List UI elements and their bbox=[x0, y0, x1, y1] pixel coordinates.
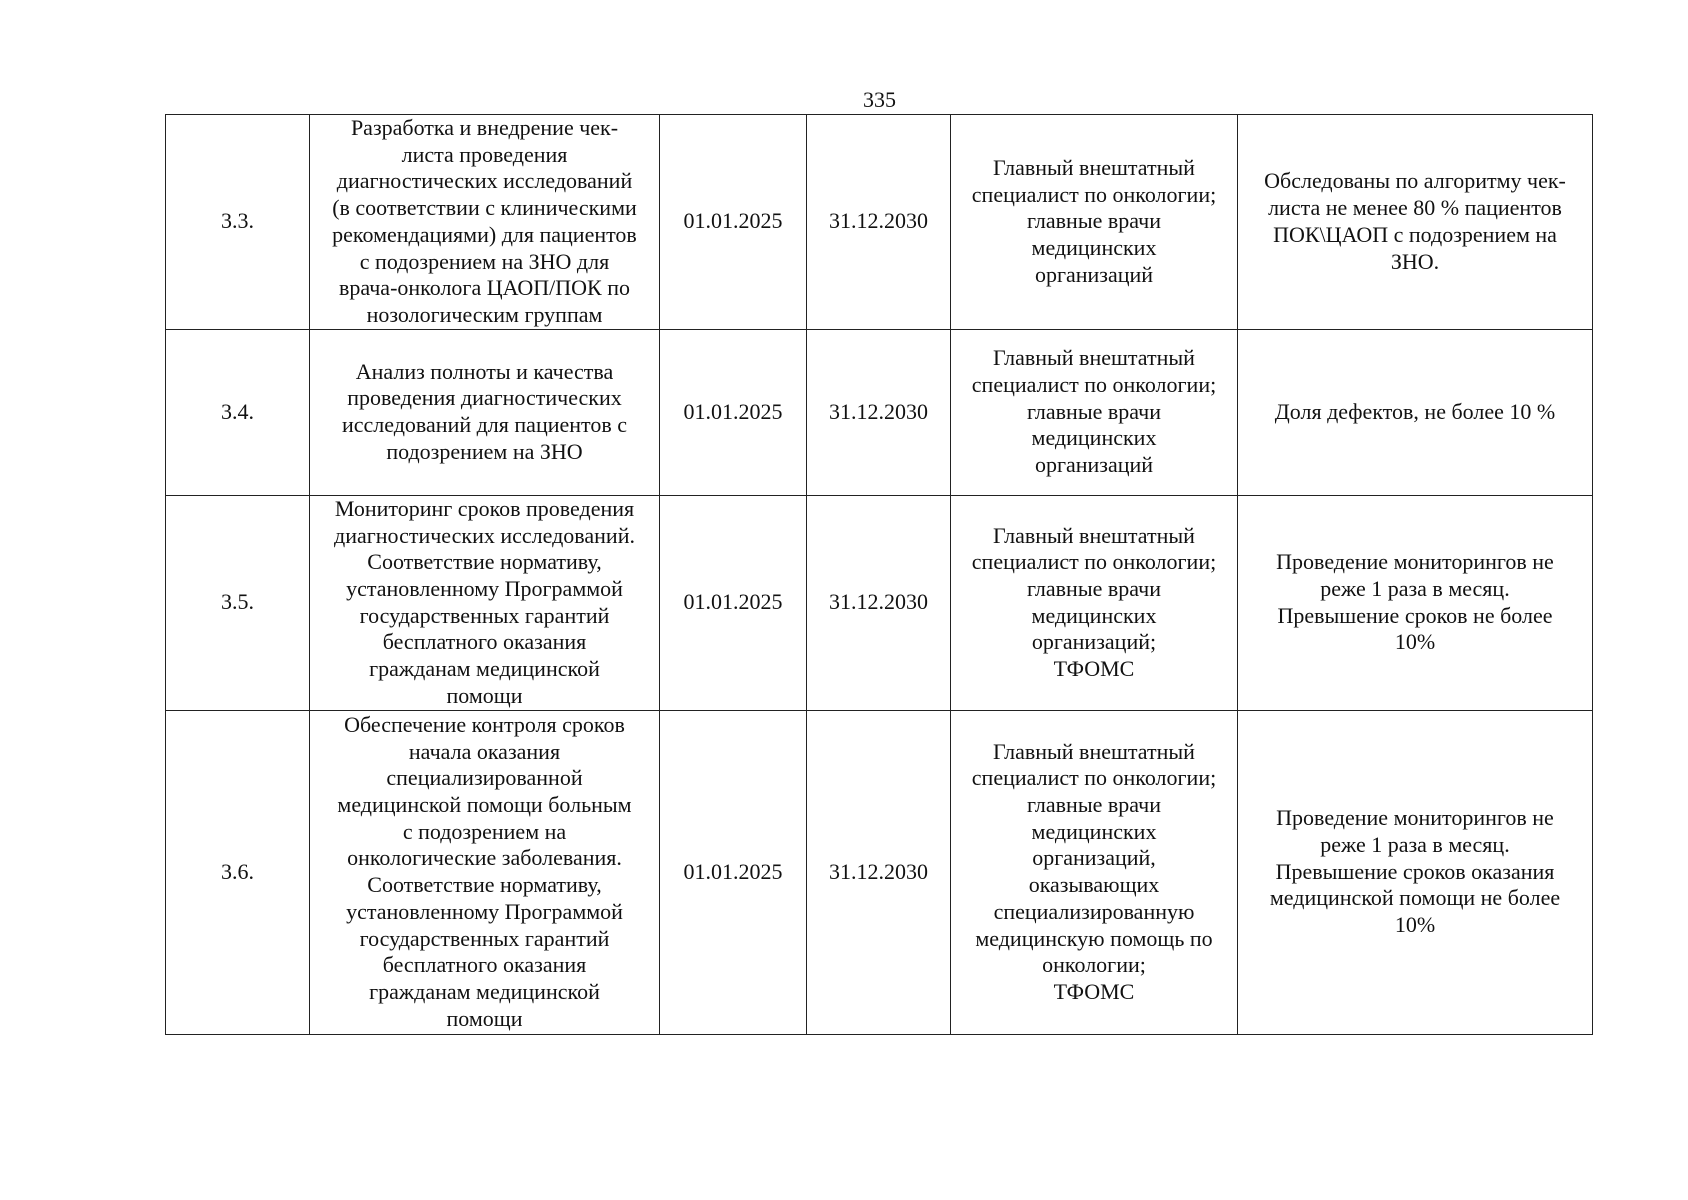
end-date: 31.12.2030 bbox=[807, 495, 951, 710]
expected-result: Проведение мониторингов не реже 1 раза в месяц. Превышение сроков оказания медицинской помощи не более 10% bbox=[1238, 710, 1593, 1034]
end-date: 31.12.2030 bbox=[807, 710, 951, 1034]
responsible-persons: Главный внештатный специалист по онкологии; главные врачи медицинских организаций bbox=[951, 329, 1238, 495]
item-number: 3.4. bbox=[166, 329, 310, 495]
responsible-persons: Главный внештатный специалист по онкологии; главные врачи медицинских организаций, оказывающих специализированную медицинскую помощь по онкологии; ТФОМС bbox=[951, 710, 1238, 1034]
start-date: 01.01.2025 bbox=[660, 710, 807, 1034]
start-date: 01.01.2025 bbox=[660, 329, 807, 495]
table-row bbox=[166, 329, 1593, 495]
table-row bbox=[166, 115, 1593, 330]
item-number: 3.5. bbox=[166, 495, 310, 710]
measure-name: Анализ полноты и качества проведения диагностических исследований для пациентов с подозрением на ЗНО bbox=[310, 329, 660, 495]
item-number: 3.6. bbox=[166, 710, 310, 1034]
responsible-persons: Главный внештатный специалист по онкологии; главные врачи медицинских организаций bbox=[951, 115, 1238, 330]
measures-table bbox=[165, 114, 1593, 1035]
end-date: 31.12.2030 bbox=[807, 329, 951, 495]
table-row bbox=[166, 710, 1593, 1034]
measure-name: Разработка и внедрение чек- листа проведения диагностических исследований (в соответствии с клиническими рекомендациями) для пациентов с подозрением на ЗНО для врача-онколога ЦАОП/ПОК по нозологическим группам bbox=[310, 115, 660, 330]
page-number: 335 bbox=[863, 87, 896, 112]
measure-name: Обеспечение контроля сроков начала оказания специализированной медицинской помощи больным с подозрением на онкологические заболевания. Соответствие нормативу, установленному Программой государственных гарантий бесплатного оказания гражданам медицинской помощи bbox=[310, 710, 660, 1034]
table-row bbox=[166, 495, 1593, 710]
expected-result: Обследованы по алгоритму чек- листа не менее 80 % пациентов ПОК\ЦАОП с подозрением на ЗНО. bbox=[1238, 115, 1593, 330]
start-date: 01.01.2025 bbox=[660, 115, 807, 330]
start-date: 01.01.2025 bbox=[660, 495, 807, 710]
end-date: 31.12.2030 bbox=[807, 115, 951, 330]
measure-name: Мониторинг сроков проведения диагностических исследований. Соответствие нормативу, установленному Программой государственных гарантий бесплатного оказания гражданам медицинской помощи bbox=[310, 495, 660, 710]
expected-result: Доля дефектов, не более 10 % bbox=[1238, 329, 1593, 495]
expected-result: Проведение мониторингов не реже 1 раза в месяц. Превышение сроков не более 10% bbox=[1238, 495, 1593, 710]
item-number: 3.3. bbox=[166, 115, 310, 330]
responsible-persons: Главный внештатный специалист по онкологии; главные врачи медицинских организаций; ТФОМС bbox=[951, 495, 1238, 710]
